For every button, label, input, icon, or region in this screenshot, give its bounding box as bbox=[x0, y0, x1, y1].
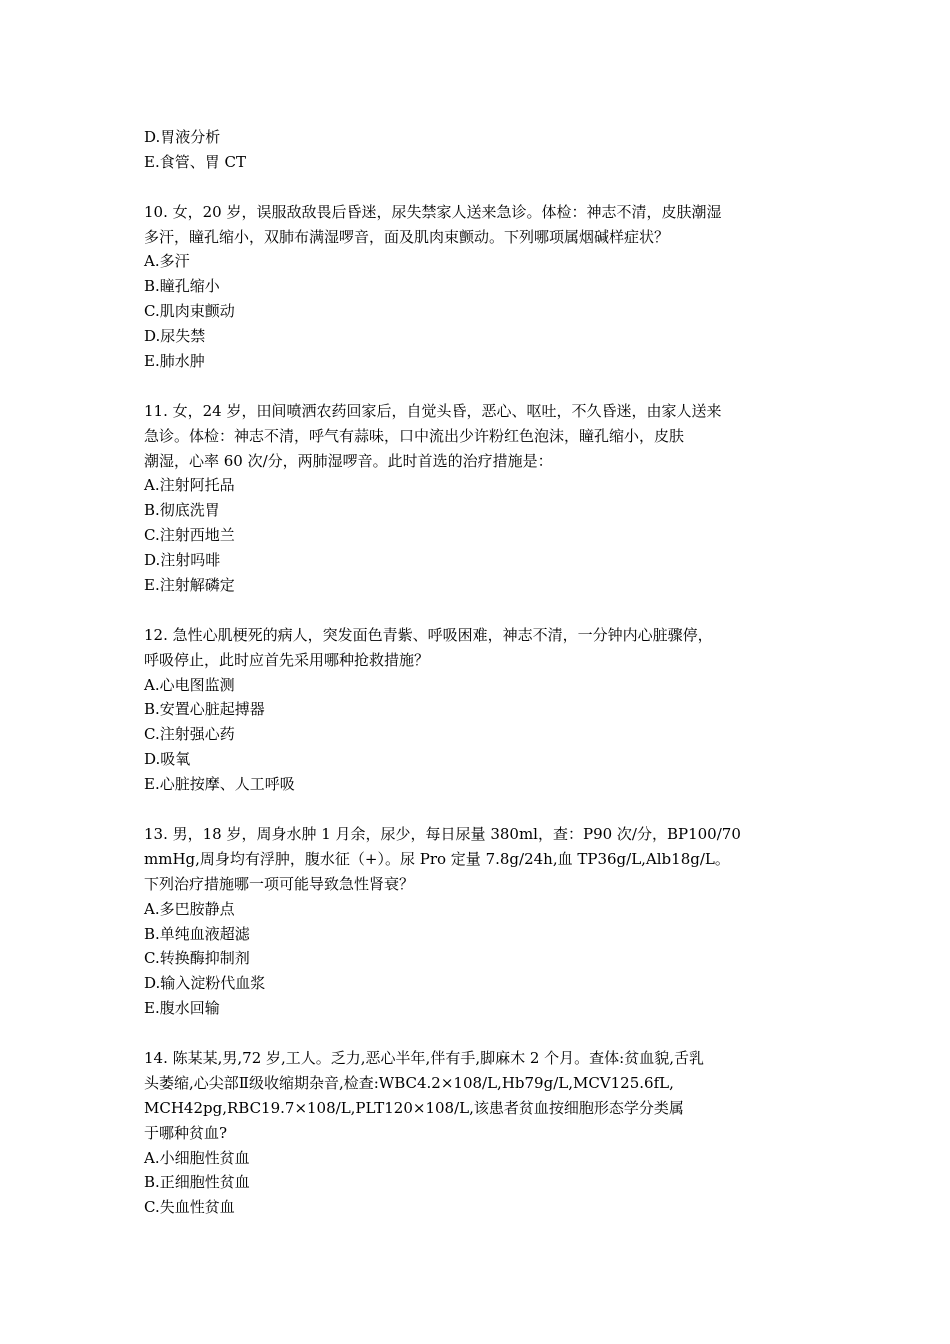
option-c: C.失血性贫血 bbox=[144, 1198, 235, 1217]
question-text: mmHg,周身均有浮肿，腹水征（+）。尿 Pro 定量 7.8g/24h,血 TP36g/L,Alb18g/L。 bbox=[144, 849, 730, 868]
option-d: D.注射吗啡 bbox=[144, 551, 221, 570]
question-text: 多汗，瞳孔缩小，双肺布满湿啰音，面及肌肉束颤动。下列哪项属烟碱样症状？ bbox=[144, 227, 670, 246]
question-text: 11. 女，24 岁，田间喷洒农药回家后，自觉头昏，恶心、呕吐，不久昏迷，由家人送来 bbox=[144, 401, 722, 420]
spacer bbox=[144, 598, 804, 623]
option-c: C.注射强心药 bbox=[144, 725, 235, 744]
question-text: 下列治疗措施哪一项可能导致急性肾衰？ bbox=[144, 874, 415, 893]
spacer bbox=[144, 797, 804, 822]
question-9-fragment bbox=[144, 125, 804, 175]
option-c: C.转换酶抑制剂 bbox=[144, 949, 250, 968]
question-text: 急诊。体检：神志不清，呼气有蒜味，口中流出少许粉红色泡沫，瞳孔缩小，皮肤 bbox=[144, 426, 685, 445]
option-c: C.注射西地兰 bbox=[144, 526, 235, 545]
spacer bbox=[144, 1021, 804, 1046]
document-body bbox=[144, 125, 804, 1220]
question-text: 头萎缩,心尖部Ⅱ级收缩期杂音,检查:WBC4.2×108/L,Hb79g/L,MCV125.6fL, bbox=[144, 1073, 674, 1092]
option-e: E.腹水回输 bbox=[144, 999, 220, 1018]
option-d: D.胃液分析 bbox=[144, 128, 221, 146]
option-b: B.瞳孔缩小 bbox=[144, 277, 220, 296]
option-d: D.尿失禁 bbox=[144, 327, 206, 346]
option-b: B.正细胞性贫血 bbox=[144, 1173, 250, 1192]
option-d: D.输入淀粉代血浆 bbox=[144, 974, 266, 993]
option-a: A.多汗 bbox=[144, 252, 190, 271]
question-11 bbox=[144, 399, 804, 598]
question-14 bbox=[144, 1046, 804, 1220]
spacer bbox=[144, 374, 804, 399]
question-text: 12. 急性心肌梗死的病人，突发面色青紫、呼吸困难，神志不清，一分钟内心脏骤停， bbox=[144, 625, 713, 644]
question-text: 潮湿，心率 60 次/分，两肺湿啰音。此时首选的治疗措施是： bbox=[144, 451, 553, 470]
option-e: E.肺水肿 bbox=[144, 352, 205, 371]
option-a: A.小细胞性贫血 bbox=[144, 1148, 250, 1167]
option-c: C.肌肉束颤动 bbox=[144, 302, 235, 321]
option-a: A.注射阿托品 bbox=[144, 476, 235, 495]
option-e: E.注射解磷定 bbox=[144, 576, 235, 595]
question-text: 呼吸停止，此时应首先采用哪种抢救措施？ bbox=[144, 650, 430, 669]
option-e: E.心脏按摩、人工呼吸 bbox=[144, 775, 295, 794]
option-b: B.安置心脏起搏器 bbox=[144, 700, 265, 719]
option-b: B.单纯血液超滤 bbox=[144, 924, 250, 943]
question-text: 10. 女，20 岁，误服敌敌畏后昏迷，尿失禁家人送来急诊。体检：神志不清，皮肤潮湿 bbox=[144, 202, 722, 221]
option-a: A.心电图监测 bbox=[144, 675, 235, 694]
question-12 bbox=[144, 623, 804, 797]
question-10 bbox=[144, 200, 804, 374]
question-text: 14. 陈某某,男,72 岁,工人。乏力,恶心半年,伴有手,脚麻木 2 个月。查体:贫血貌,舌乳 bbox=[144, 1048, 704, 1067]
option-b: B.彻底洗胃 bbox=[144, 501, 220, 520]
option-a: A.多巴胺静点 bbox=[144, 899, 235, 918]
option-e: E.食管、胃 CT bbox=[144, 152, 246, 171]
question-text: MCH42pg,RBC19.7×108/L,PLT120×108/L,该患者贫血按细胞形态学分类属 bbox=[144, 1098, 684, 1117]
question-text: 于哪种贫血? bbox=[144, 1123, 228, 1142]
question-13 bbox=[144, 822, 804, 1021]
question-text: 13. 男，18 岁，周身水肿 1 月余，尿少，每日尿量 380ml，查：P90 次/分，BP100/70 bbox=[144, 824, 741, 843]
spacer bbox=[144, 175, 804, 200]
option-d: D.吸氧 bbox=[144, 750, 191, 769]
